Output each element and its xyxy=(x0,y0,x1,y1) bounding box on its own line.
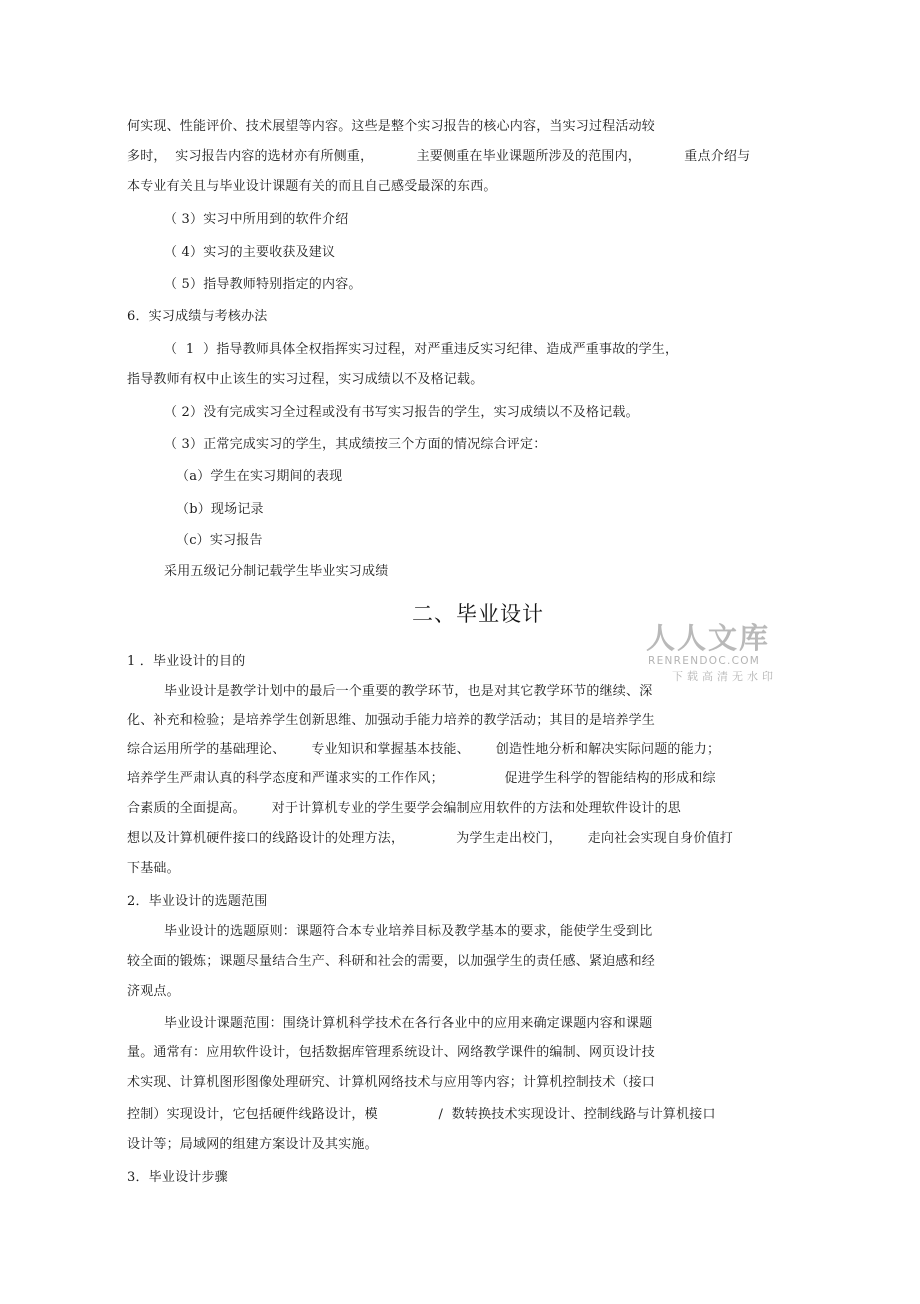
list-item: （c）实习报告 xyxy=(176,533,263,548)
paragraph-line: 想以及计算机硬件接口的线路设计的处理方法， 为学生走出校门， 走向社会实现自身价值打 xyxy=(127,831,733,846)
list-item: （ 3）实习中所用到的软件介绍 xyxy=(164,212,349,227)
section-heading: 3．毕业设计步骤 xyxy=(127,1170,228,1185)
list-item: （ 3）正常完成实习的学生，其成绩按三个方面的情况综合评定： xyxy=(164,437,547,452)
paragraph-line: 济观点。 xyxy=(127,984,180,999)
paragraph-line: 合素质的全面提高。 对于计算机专业的学生要学会编制应用软件的方法和处理软件设计的思 xyxy=(127,801,681,816)
section-heading: 2．毕业设计的选题范围 xyxy=(127,894,268,909)
list-item: （a）学生在实习期间的表现 xyxy=(176,469,343,484)
paragraph-line: 化、补充和检验；是培养学生创新思维、加强动手能力培养的教学活动；其目的是培养学生 xyxy=(127,713,656,728)
section-heading: 6．实习成绩与考核办法 xyxy=(127,309,268,324)
watermark-brand: 人人文库 xyxy=(646,621,771,655)
list-item: （ 1 ）指导教师具体全权指挥实习过程，对严重违反实习纪律、造成严重事故的学生， xyxy=(164,342,679,357)
paragraph-line: 何实现、性能评价、技术展望等内容。这些是整个实习报告的核心内容，当实习过程活动较 xyxy=(127,119,656,134)
paragraph-line: 本专业有关且与毕业设计课题有关的而且自己感受最深的东西。 xyxy=(127,179,497,194)
section-heading: 1 ．毕业设计的目的 xyxy=(127,654,246,669)
paragraph-line: 设计等；局域网的组建方案设计及其实施。 xyxy=(127,1137,378,1152)
list-item: （b）现场记录 xyxy=(176,502,264,517)
paragraph-line: 毕业设计课题范围：围绕计算机科学技术在各行各业中的应用来确定课题内容和课题 xyxy=(164,1016,653,1031)
paragraph-line: 下基础。 xyxy=(127,861,180,876)
paragraph-line: 毕业设计是教学计划中的最后一个重要的教学环节，也是对其它教学环节的继续、深 xyxy=(164,684,653,699)
paragraph-line: 综合运用所学的基础理论、 专业知识和掌握基本技能、 创造性地分析和解决实际问题的能力； xyxy=(127,742,721,757)
list-item: （ 2）没有完成实习全过程或没有书写实习报告的学生，实习成绩以不及格记载。 xyxy=(164,405,639,420)
paragraph-line: 指导教师有权中止该生的实习过程，实习成绩以不及格记载。 xyxy=(127,372,484,387)
paragraph-line: 术实现、计算机图形图像处理研究、计算机网络技术与应用等内容；计算机控制技术（接口 xyxy=(127,1075,656,1090)
paragraph-line: 采用五级记分制记载学生毕业实习成绩 xyxy=(164,564,389,579)
section-title: 二、毕业设计 xyxy=(412,602,544,626)
list-item: （ 5）指导教师特别指定的内容。 xyxy=(164,277,362,292)
paragraph-line: 量。通常有：应用软件设计，包括数据库管理系统设计、网络教学课件的编制、网页设计技 xyxy=(127,1045,656,1060)
paragraph-line: 控制）实现设计，它包括硬件线路设计，模 / 数转换技术实现设计、控制线路与计算机接口 xyxy=(127,1107,716,1122)
paragraph-line: 毕业设计的选题原则：课题符合本专业培养目标及教学基本的要求，能使学生受到比 xyxy=(164,924,653,939)
watermark-tagline: 下载高清无水印 xyxy=(672,670,777,683)
paragraph-line: 培养学生严肃认真的科学态度和严谨求实的工作作风； 促进学生科学的智能结构的形成和综 xyxy=(127,771,716,786)
list-item: （ 4）实习的主要收获及建议 xyxy=(164,245,336,260)
paragraph-line: 较全面的锻炼；课题尽量结合生产、科研和社会的需要，以加强学生的责任感、紧迫感和经 xyxy=(127,954,656,969)
paragraph-line: 多时， 实习报告内容的选材亦有所侧重， 主要侧重在毕业课题所涉及的范围内， 重点介绍与 xyxy=(127,149,751,164)
watermark-url: RENRENDOC.COM xyxy=(648,655,761,667)
